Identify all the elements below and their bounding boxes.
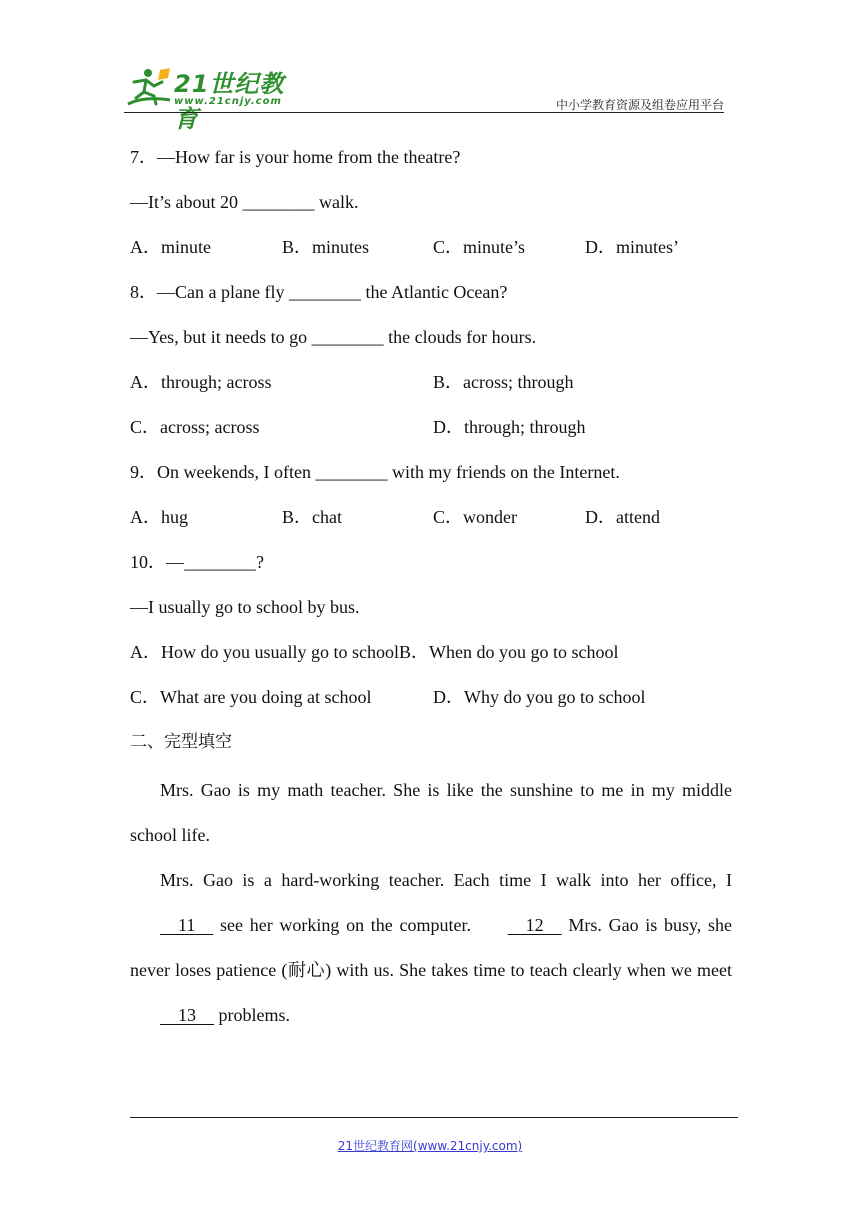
logo [124,64,294,133]
q10-option-b: B．When do you go to school [399,642,619,662]
q7-option-b: B．minutes [282,237,370,257]
q10-option-a: A．How do you usually go to school [130,642,399,662]
logo-text: 21世纪教育 [174,70,285,133]
footer-link[interactable]: 21世纪教育网(www.21cnjy.com) [337,1139,523,1153]
q8-option-b: B．across; through [433,372,574,392]
q8-reply: —Yes, but it needs to go ________ the clouds for hours. [130,327,537,347]
q10-reply: —I usually go to school by bus. [130,597,360,617]
blank-13: 13 [160,1005,214,1025]
q10-stem: 10．—________? [130,552,264,572]
passage-text: problems. [214,1005,290,1025]
q7-stem: 7．—How far is your home from the theatre? [130,147,461,167]
q8-option-c: C．across; across [130,417,260,437]
q9-option-a: A．hug [130,507,188,527]
q9-option-c: C．wonder [433,507,517,527]
footer-divider [130,1117,738,1118]
passage-text: Mrs. Gao is busy, she never loses patience (耐心) with us. She takes time to teach clearly when we meet [130,915,732,980]
q8-stem: 8．—Can a plane fly ________ the Atlantic Ocean? [130,282,508,302]
document-body [130,138,732,1038]
q7-options [130,228,732,273]
q8-option-a: A．through; across [130,372,272,392]
blank-11: 11 [160,915,214,935]
q8-option-d: D．through; through [433,417,586,437]
q10-options-row1 [130,633,732,678]
q10-option-d: D．Why do you go to school [433,687,646,707]
q10-options-row2 [130,678,732,723]
platform-caption: 中小学教育资源及组卷应用平台 [555,98,724,112]
passage-text: Mrs. Gao is a hard-working teacher. Each time I walk into her office, I [160,870,732,890]
runner-logo-icon [124,66,176,108]
q9-stem: 9．On weekends, I often ________ with my friends on the Internet. [130,462,620,482]
q8-options-row1 [130,363,732,408]
q7-option-a: A．minute [130,237,211,257]
page-header [124,60,724,133]
section-title: 二、完型填空 [130,732,232,752]
blank-12: 12 [507,915,562,935]
q9-options [130,498,732,543]
q8-options-row2 [130,408,732,453]
q10-option-c: C．What are you doing at school [130,687,372,707]
q9-option-b: B．chat [282,507,342,527]
q7-option-d: D．minutes’ [585,237,679,257]
passage-text: see her working on the computer. [213,915,478,935]
q7-reply: —It’s about 20 ________ walk. [130,192,359,212]
header-divider [124,112,724,113]
q7-option-c: C．minute’s [433,237,526,257]
logo-url: www.21cnjy.com [174,96,282,107]
q9-option-d: D．attend [585,507,660,527]
passage-paragraph-1: Mrs. Gao is my math teacher. She is like the sunshine to me in my middle school life. [130,780,732,845]
passage-paragraph-2 [130,858,732,1038]
